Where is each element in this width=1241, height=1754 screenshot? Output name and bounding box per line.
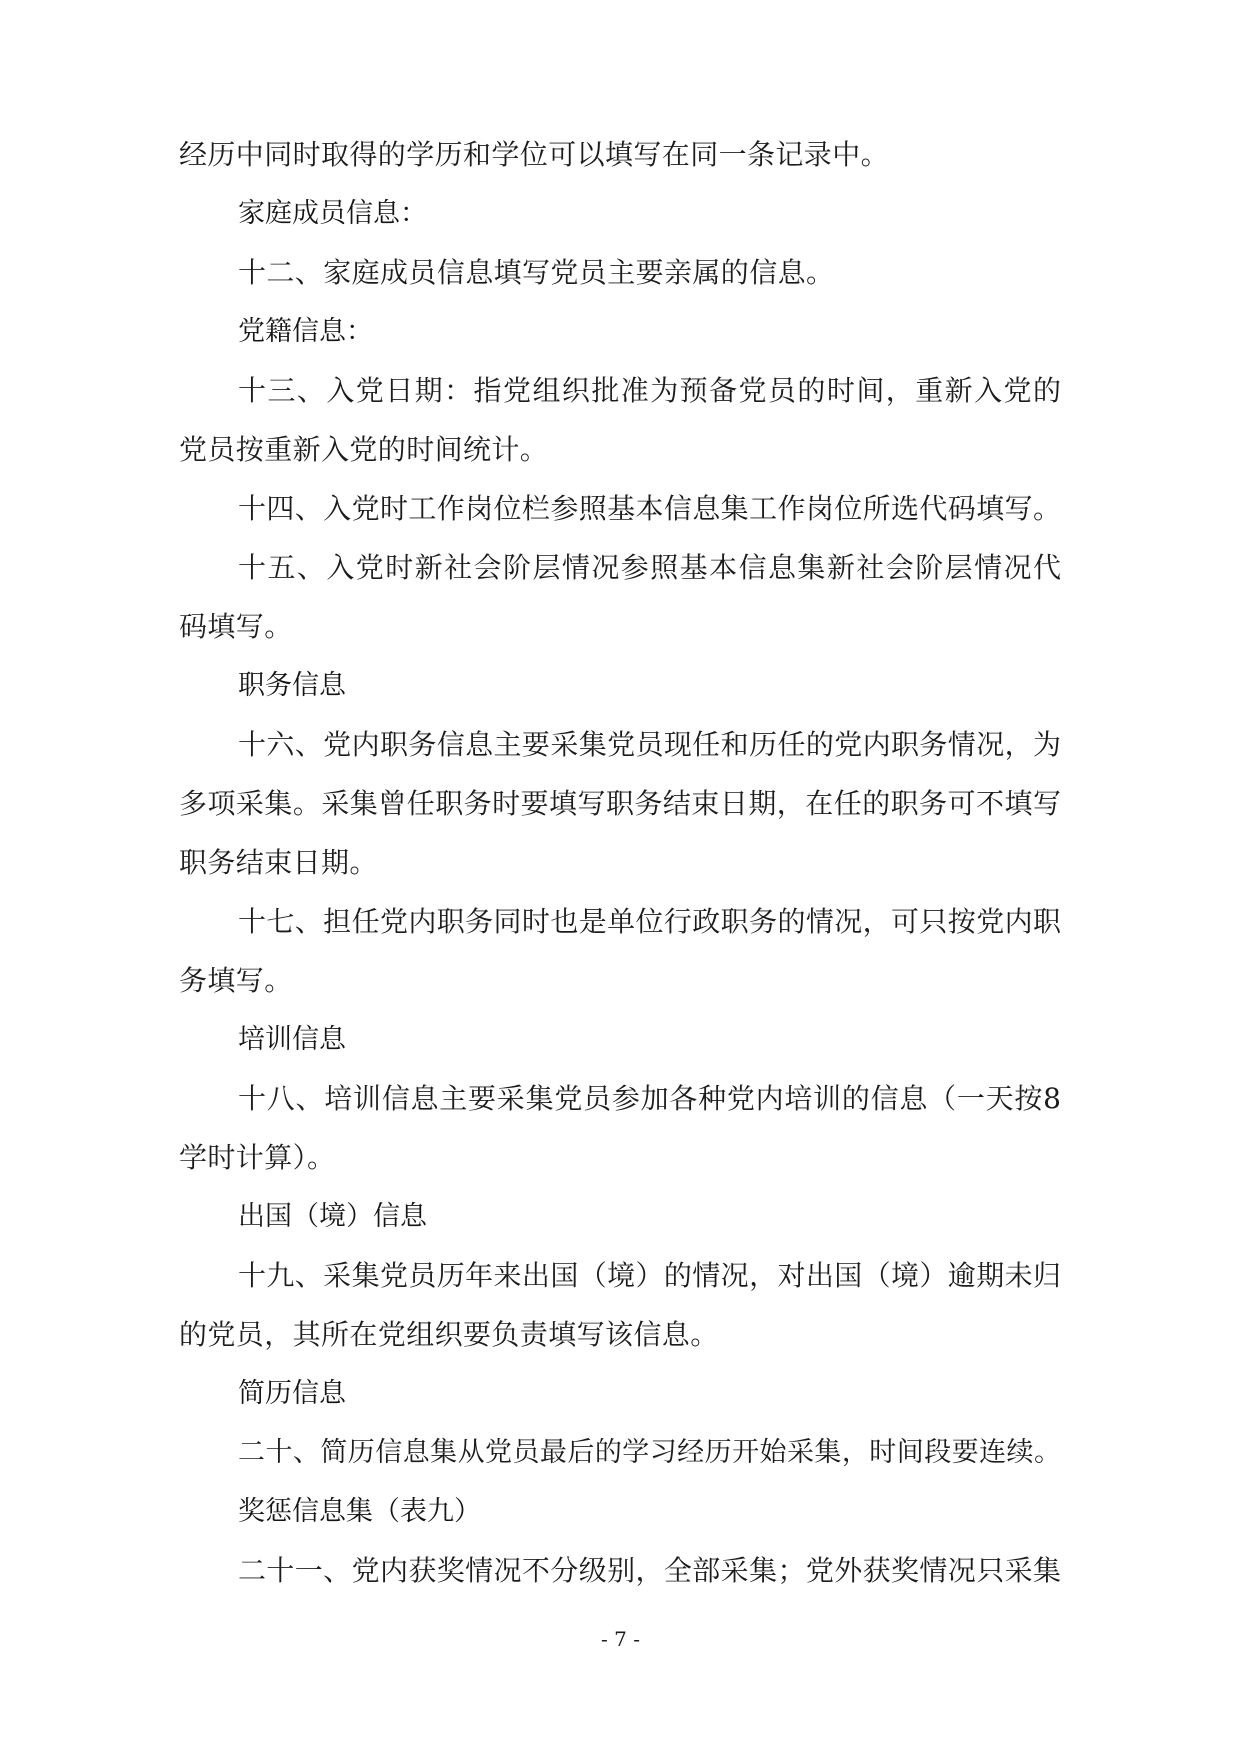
paragraph-line: 码填写。: [179, 610, 293, 643]
paragraph-line: 十九、采集党员历年来出国（境）的情况，对出国（境）逾期未归: [238, 1259, 1061, 1292]
section-heading: 培训信息: [238, 1024, 346, 1055]
paragraph-item-15: [179, 538, 1061, 656]
paragraph-line: 二十一、党内获奖情况不分级别，全部采集；党外获奖情况只采集: [238, 1554, 1061, 1587]
body-text: [179, 125, 1061, 1600]
paragraph-item-21: [179, 1541, 1061, 1600]
paragraph-line: 十七、担任党内职务同时也是单位行政职务的情况，可只按党内职: [238, 905, 1061, 938]
section-heading: 简历信息: [238, 1378, 346, 1409]
section-heading: 出国（境）信息: [238, 1201, 427, 1232]
paragraph-item-16: [179, 715, 1061, 892]
paragraph-line: 经历中同时取得的学历和学位可以填写在同一条记录中。: [179, 138, 890, 171]
paragraph-line: 学时计算）。: [179, 1141, 336, 1174]
section-party-membership: [179, 302, 1061, 656]
section-heading: 家庭成员信息：: [238, 198, 427, 229]
paragraph-item-18: [179, 1069, 1061, 1187]
section-training: [179, 1010, 1061, 1187]
paragraph-item-17: [179, 892, 1061, 1010]
paragraph-line: 的党员，其所在党组织要负责填写该信息。: [179, 1318, 719, 1351]
section-heading: 职务信息: [238, 670, 346, 701]
paragraph-line: 多项采集。采集曾任职务时要填写职务结束日期，在任的职务可不填写: [179, 787, 1061, 820]
paragraph-item-12: [179, 243, 1061, 302]
paragraph-line: 十八、培训信息主要采集党员参加各种党内培训的信息（一天按8: [238, 1082, 1061, 1115]
section-heading: 奖惩信息集（表九）: [238, 1496, 481, 1527]
section-positions: [179, 656, 1061, 1010]
paragraph-item-14: [179, 479, 1061, 538]
paragraph-line: 职务结束日期。: [179, 846, 378, 879]
paragraph-line: 党员按重新入党的时间统计。: [179, 433, 549, 466]
section-family-members: [179, 184, 1061, 302]
page-number: - 7 -: [601, 1627, 640, 1651]
paragraph-item-13: [179, 361, 1061, 479]
section-overseas-travel: [179, 1187, 1061, 1364]
paragraph-line: 二十、简历信息集从党员最后的学习经历开始采集，时间段要连续。: [238, 1437, 1061, 1468]
paragraph-item-20: [179, 1423, 1061, 1482]
paragraph-line: 十六、党内职务信息主要采集党员现任和历任的党内职务情况，为: [238, 728, 1061, 761]
continued-paragraph: [179, 125, 1061, 184]
paragraph-line: 十三、入党日期：指党组织批准为预备党员的时间，重新入党的: [238, 374, 1061, 407]
paragraph-line: 务填写。: [179, 964, 293, 997]
section-resume: [179, 1364, 1061, 1482]
paragraph-item-19: [179, 1246, 1061, 1364]
section-heading: 党籍信息：: [238, 316, 373, 347]
paragraph-line: 十五、入党时新社会阶层情况参照基本信息集新社会阶层情况代: [238, 551, 1061, 584]
paragraph-line: 十二、家庭成员信息填写党员主要亲属的信息。: [238, 256, 835, 289]
paragraph-line: 十四、入党时工作岗位栏参照基本信息集工作岗位所选代码填写。: [238, 492, 1061, 525]
section-rewards-punishments: [179, 1482, 1061, 1600]
